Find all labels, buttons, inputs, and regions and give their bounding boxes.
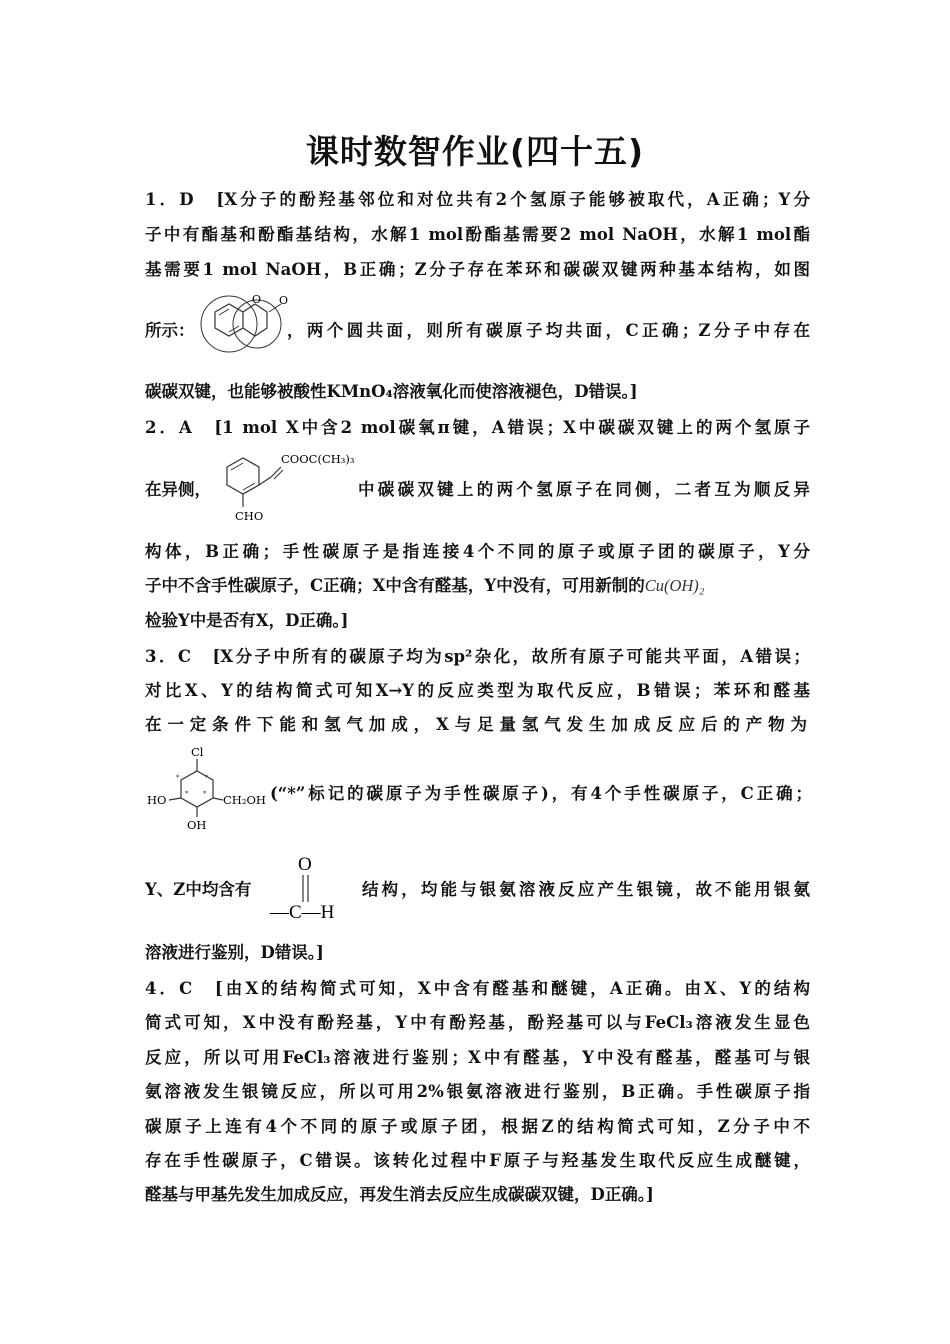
q2-line-3: 构体，B正确；手性碳原子是指连接4个不同的原子或原子团的碳原子，Y分 — [145, 542, 810, 561]
q3-line-5-prefix: Y、Z中均含有 — [145, 880, 252, 899]
q3-line-1: 3．C [X分子中所有的碳原子均为sp²杂化，故所有原子可能共平面，A错误； — [145, 647, 810, 666]
aldehyde-group-label: CHO — [235, 509, 264, 523]
ester-group-label: COOC(CH₃)₃ — [281, 452, 355, 466]
svg-text:*: * — [205, 774, 209, 782]
q4-line-6: 存在手性碳原子，C错误。该转化过程中F原子与羟基发生取代反应生成醚键， — [145, 1151, 810, 1170]
q2-line-4 — [145, 574, 705, 598]
cyclohexane-product-structure — [145, 742, 273, 834]
q1-line-4-prefix: 所示： — [145, 321, 195, 340]
coumarin-structure — [197, 290, 293, 362]
aldehyde-group-structure — [268, 848, 364, 924]
q1-line-2: 子中有酯基和酚酯基结构，水解1 mol酚酯基需要2 mol NaOH，水解1 mol酯 — [145, 225, 810, 244]
q3-line-4: (“*”标记的碳原子为手性碳原子)，有4个手性碳原子，C正确； — [270, 784, 812, 803]
q2-line-4-text: 子中不含手性碳原子，C正确；X中含有醛基，Y中没有，可用新制的 — [145, 576, 645, 595]
q3-line-6: 溶液进行鉴别，D错误。] — [145, 943, 324, 962]
aldehyde-carbon-hydrogen-label: —C—H — [270, 902, 335, 923]
q1-line-5: 碳碳双键，也能够被酸性KMnO₄溶液氧化而使溶液褪色，D错误。] — [145, 382, 638, 401]
q1-line-3: 基需要1 mol NaOH，B正确；Z分子存在苯环和碳碳双键两种基本结构，如图 — [145, 260, 810, 279]
q2-line-1: 2．A [1 mol X中含2 mol碳氧π键，A错误；X中碳碳双键上的两个氢原子 — [145, 418, 810, 437]
svg-text:*: * — [203, 790, 207, 798]
q2-line-2-suffix: 中碳碳双键上的两个氢原子在同侧，二者互为顺反异 — [358, 480, 810, 499]
q3-line-5-suffix: 结构，均能与银氨溶液反应产生银镜，故不能用银氨 — [362, 880, 810, 899]
q4-line-2: 简式可知，X中没有酚羟基，Y中有酚羟基，酚羟基可以与FeCl₃溶液发生显色 — [145, 1013, 810, 1032]
x-structure — [215, 447, 355, 527]
page-title: 课时数智作业(四十五) — [305, 132, 645, 171]
aldehyde-oxygen-label: O — [298, 854, 312, 875]
q4-line-1: 4．C [由X的结构简式可知，X中含有醛基和醚键，A正确。由X、Y的结构 — [145, 979, 810, 998]
ring-oxygen-label: O — [252, 293, 262, 306]
q3-line-3: 在一定条件下能和氢气加成，X与足量氢气发生加成反应后的产物为 — [145, 715, 810, 734]
q4-line-7: 醛基与甲基先发生加成反应，再发生消去反应生成碳碳双键，D正确。] — [145, 1185, 654, 1204]
q4-line-3: 反应，所以可用FeCl₃溶液进行鉴别；X中有醛基，Y中没有醛基，醛基可与银 — [145, 1048, 810, 1067]
svg-text:*: * — [176, 774, 180, 782]
q4-line-5: 碳原子上连有4个不同的原子或原子团，根据Z的结构简式可知，Z分子中不 — [145, 1117, 810, 1136]
q1-line-4-suffix: ，两个圆共面，则所有碳原子均共面，C正确；Z分子中存在 — [287, 321, 810, 340]
q1-line-1: 1．D [X分子的酚羟基邻位和对位共有2个氢原子能够被取代，A正确；Y分 — [145, 190, 810, 209]
carbonyl-oxygen-label: O — [279, 294, 289, 307]
q4-line-4: 氨溶液发生银镜反应，所以可用2%银氨溶液进行鉴别，B正确。手性碳原子指 — [145, 1082, 810, 1101]
copper-hydroxide-formula: Cu(OH)₂ — [644, 576, 705, 595]
q3-line-2: 对比X、Y的结构简式可知X→Y的反应类型为取代反应，B错误；苯环和醛基 — [145, 681, 810, 700]
q2-line-5: 检验Y中是否有X，D正确。] — [145, 611, 349, 630]
hydroxy-bottom-label: OH — [187, 818, 207, 832]
hydroxy-left-label: HO — [147, 793, 167, 807]
q2-line-2-prefix: 在异侧， — [145, 480, 211, 499]
chloro-label: Cl — [191, 745, 204, 759]
svg-text:*: * — [185, 790, 189, 798]
hydroxymethyl-label: CH₂OH — [223, 793, 266, 807]
